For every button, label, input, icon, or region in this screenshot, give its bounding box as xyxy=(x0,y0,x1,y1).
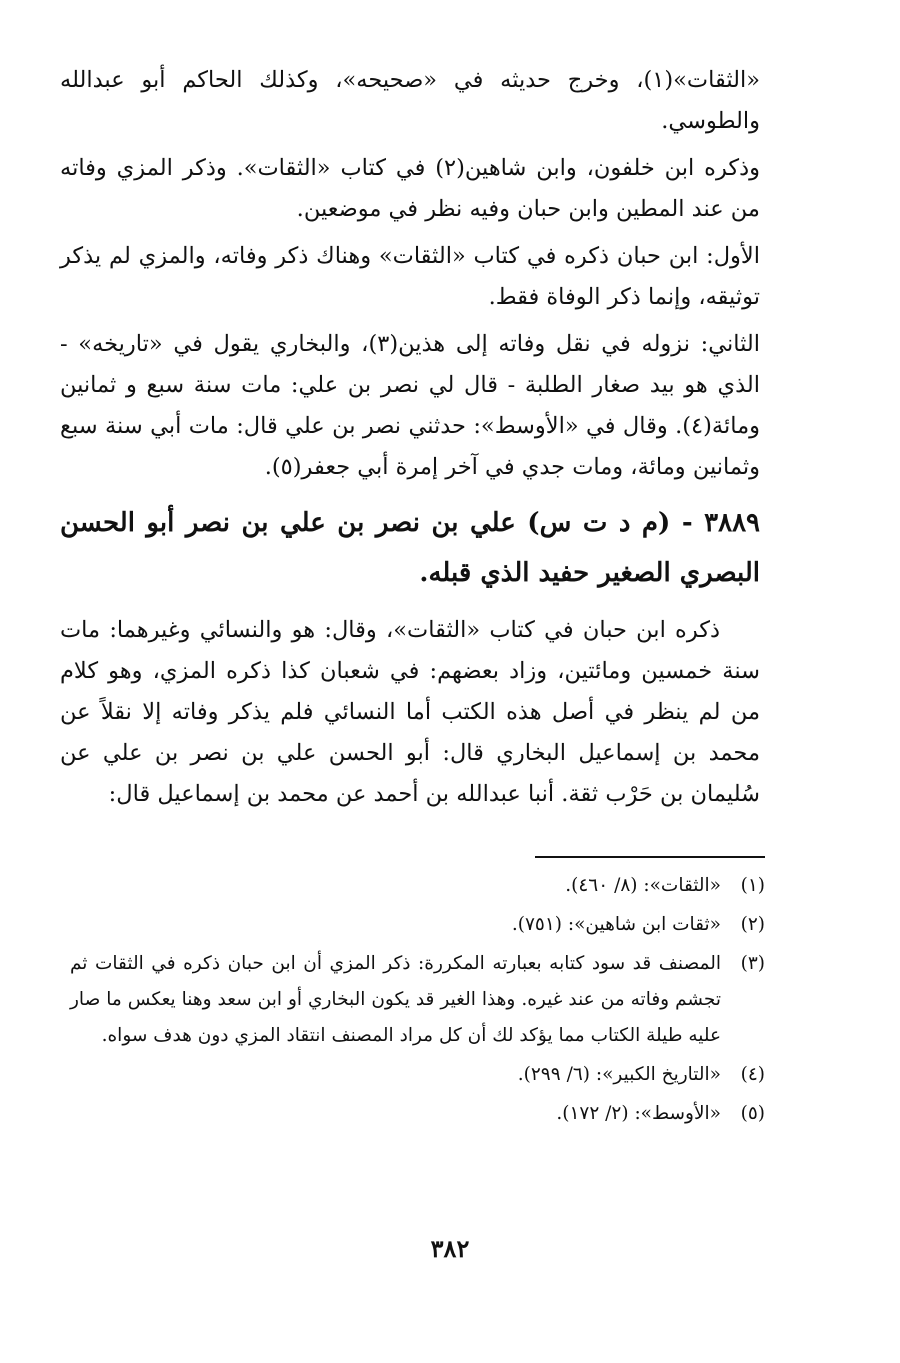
footnote-number: (٤) xyxy=(740,1064,765,1085)
footnote-text: «الأوسط»: (٢/ ١٧٢). xyxy=(556,1103,721,1124)
footnote xyxy=(70,907,765,943)
main-text xyxy=(60,60,760,821)
entry-paragraph: ذكره ابن حبان في كتاب «الثقات»، وقال: هو والنسائي وغيرهما: مات سنة خمسين ومائتين، وزاد بعضهم: في شعبان كذا ذكره المزي، وهو كلام من لم ينظر في أصل هذه الكتب أما النسائي فلم يذكر وفاته إلا نقلاً عن محمد بن إسماعيل البخاري قال: أبو الحسن علي بن نصر بن علي عن سُليمان بن حَرْب ثقة. أنبا عبدالله بن أحمد عن محمد بن إسماعيل قال: xyxy=(60,617,760,807)
footnote-number: (٣) xyxy=(740,953,765,974)
footnotes xyxy=(70,868,765,1135)
paragraph: «الثقات»(١)، وخرج حديثه في «صحيحه»، وكذلك الحاكم أبو عبدالله والطوسي. xyxy=(60,67,760,134)
footnote xyxy=(70,868,765,904)
footnote-number: (٥) xyxy=(740,1103,765,1124)
entry-heading: ٣٨٨٩ - (م د ت س) علي بن نصر بن علي بن نصر أبو الحسن البصري الصغير حفيد الذي قبله. xyxy=(60,508,760,588)
page-number: ٣٨٢ xyxy=(430,1234,470,1263)
footnote-text: «الثقات»: (٨/ ٤٦٠). xyxy=(565,875,721,896)
paragraph: وذكره ابن خلفون، وابن شاهين(٢) في كتاب «الثقات». وذكر المزي وفاته من عند المطين وابن حبان وفيه نظر في موضعين. xyxy=(60,155,760,222)
footnote xyxy=(70,1057,765,1093)
paragraph: الثاني: نزوله في نقل وفاته إلى هذين(٣)، والبخاري يقول في «تاريخه» - الذي هو بيد صغار الطلبة - قال لي نصر بن علي: مات سنة سبع و ثمانين ومائة(٤). وقال في «الأوسط»: حدثني نصر بن علي قال: مات أبي سنة سبع وثمانين ومائة، ومات جدي في آخر إمرة أبي جعفر(٥). xyxy=(60,331,761,480)
footnote-text: المصنف قد سود كتابه بعبارته المكررة: ذكر المزي أن ابن حبان ذكره في الثقات ثم تجشم وفاته من عند غيره. وهذا الغير قد يكون البخاري أو ابن سعد وهنا يعكس ما صار عليه طيلة الكتاب مما يؤكد لك أن كل مراد المصنف انتقاد المزي دون هدف سواه. xyxy=(70,953,721,1046)
paragraph: الأول: ابن حبان ذكره في كتاب «الثقات» وهناك ذكر وفاته، والمزي لم يذكر توثيقه، وإنما ذكر الوفاة فقط. xyxy=(60,243,760,310)
footnote-separator xyxy=(535,856,765,858)
footnote xyxy=(70,946,765,1054)
footnote-text: «التاريخ الكبير»: (٦/ ٢٩٩). xyxy=(517,1064,721,1085)
footnote-number: (١) xyxy=(740,875,765,896)
footnote-number: (٢) xyxy=(740,914,765,935)
footnote xyxy=(70,1096,765,1132)
footnote-text: «ثقات ابن شاهين»: (٧٥١). xyxy=(511,914,721,935)
